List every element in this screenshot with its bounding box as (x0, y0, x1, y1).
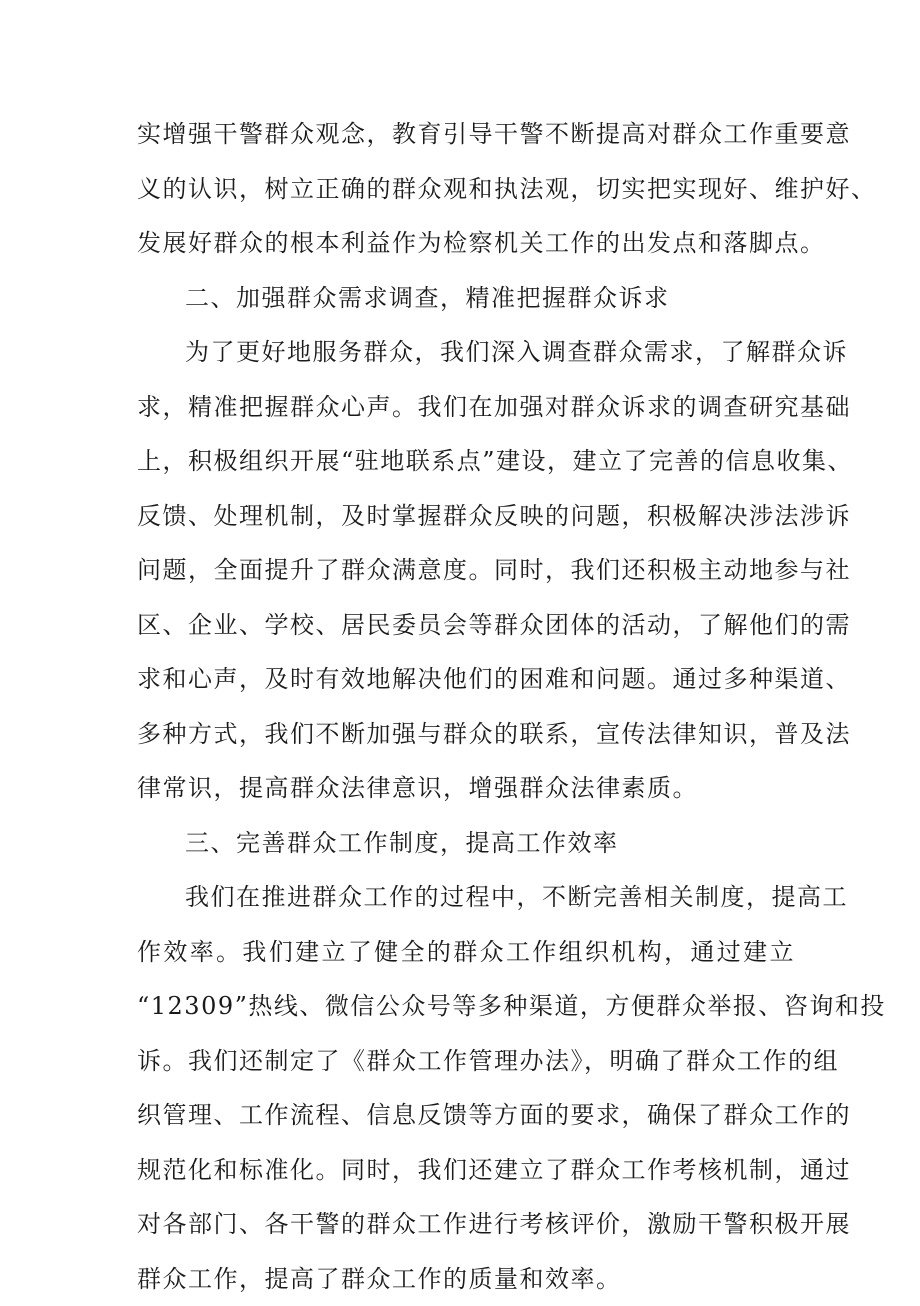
text-line: 为了更好地服务群众，我们深入调查群众需求，了解群众诉 (137, 325, 795, 380)
text-line: 实增强干警群众观念，教育引导干警不断提高对群众工作重要意 (137, 107, 795, 162)
text-line: 织管理、工作流程、信息反馈等方面的要求，确保了群众工作的 (137, 1088, 795, 1143)
section-heading-2: 二、加强群众需求调查，精准把握群众诉求 (137, 271, 795, 326)
text-line: 求和心声，及时有效地解决他们的困难和问题。通过多种渠道、 (137, 652, 795, 707)
body-text (137, 107, 795, 1306)
text-line: 反馈、处理机制，及时掌握群众反映的问题，积极解决涉法涉诉 (137, 489, 795, 544)
text-line: 律常识，提高群众法律意识，增强群众法律素质。 (137, 761, 795, 816)
text-line: 多种方式，我们不断加强与群众的联系，宣传法律知识，普及法 (137, 707, 795, 762)
text-line: “12309”热线、微信公众号等多种渠道，方便群众举报、咨询和投 (137, 979, 795, 1034)
text-line: 义的认识，树立正确的群众观和执法观，切实把实现好、维护好、 (137, 162, 795, 217)
text-line: 群众工作，提高了群众工作的质量和效率。 (137, 1252, 795, 1306)
text-line: 上，积极组织开展“驻地联系点”建设，建立了完善的信息收集、 (137, 434, 795, 489)
text-line: 我们在推进群众工作的过程中，不断完善相关制度，提高工 (137, 870, 795, 925)
text-line: 对各部门、各干警的群众工作进行考核评价，激励干警积极开展 (137, 1197, 795, 1252)
text-line: 诉。我们还制定了《群众工作管理办法》，明确了群众工作的组 (137, 1034, 795, 1089)
text-line: 求，精准把握群众心声。我们在加强对群众诉求的调查研究基础 (137, 380, 795, 435)
text-line: 作效率。我们建立了健全的群众工作组织机构，通过建立 (137, 925, 795, 980)
text-line: 区、企业、学校、居民委员会等群众团体的活动，了解他们的需 (137, 598, 795, 653)
text-line: 问题，全面提升了群众满意度。同时，我们还积极主动地参与社 (137, 543, 795, 598)
section-heading-3: 三、完善群众工作制度，提高工作效率 (137, 816, 795, 871)
text-line: 规范化和标准化。同时，我们还建立了群众工作考核机制，通过 (137, 1143, 795, 1198)
text-line: 发展好群众的根本利益作为检察机关工作的出发点和落脚点。 (137, 216, 795, 271)
